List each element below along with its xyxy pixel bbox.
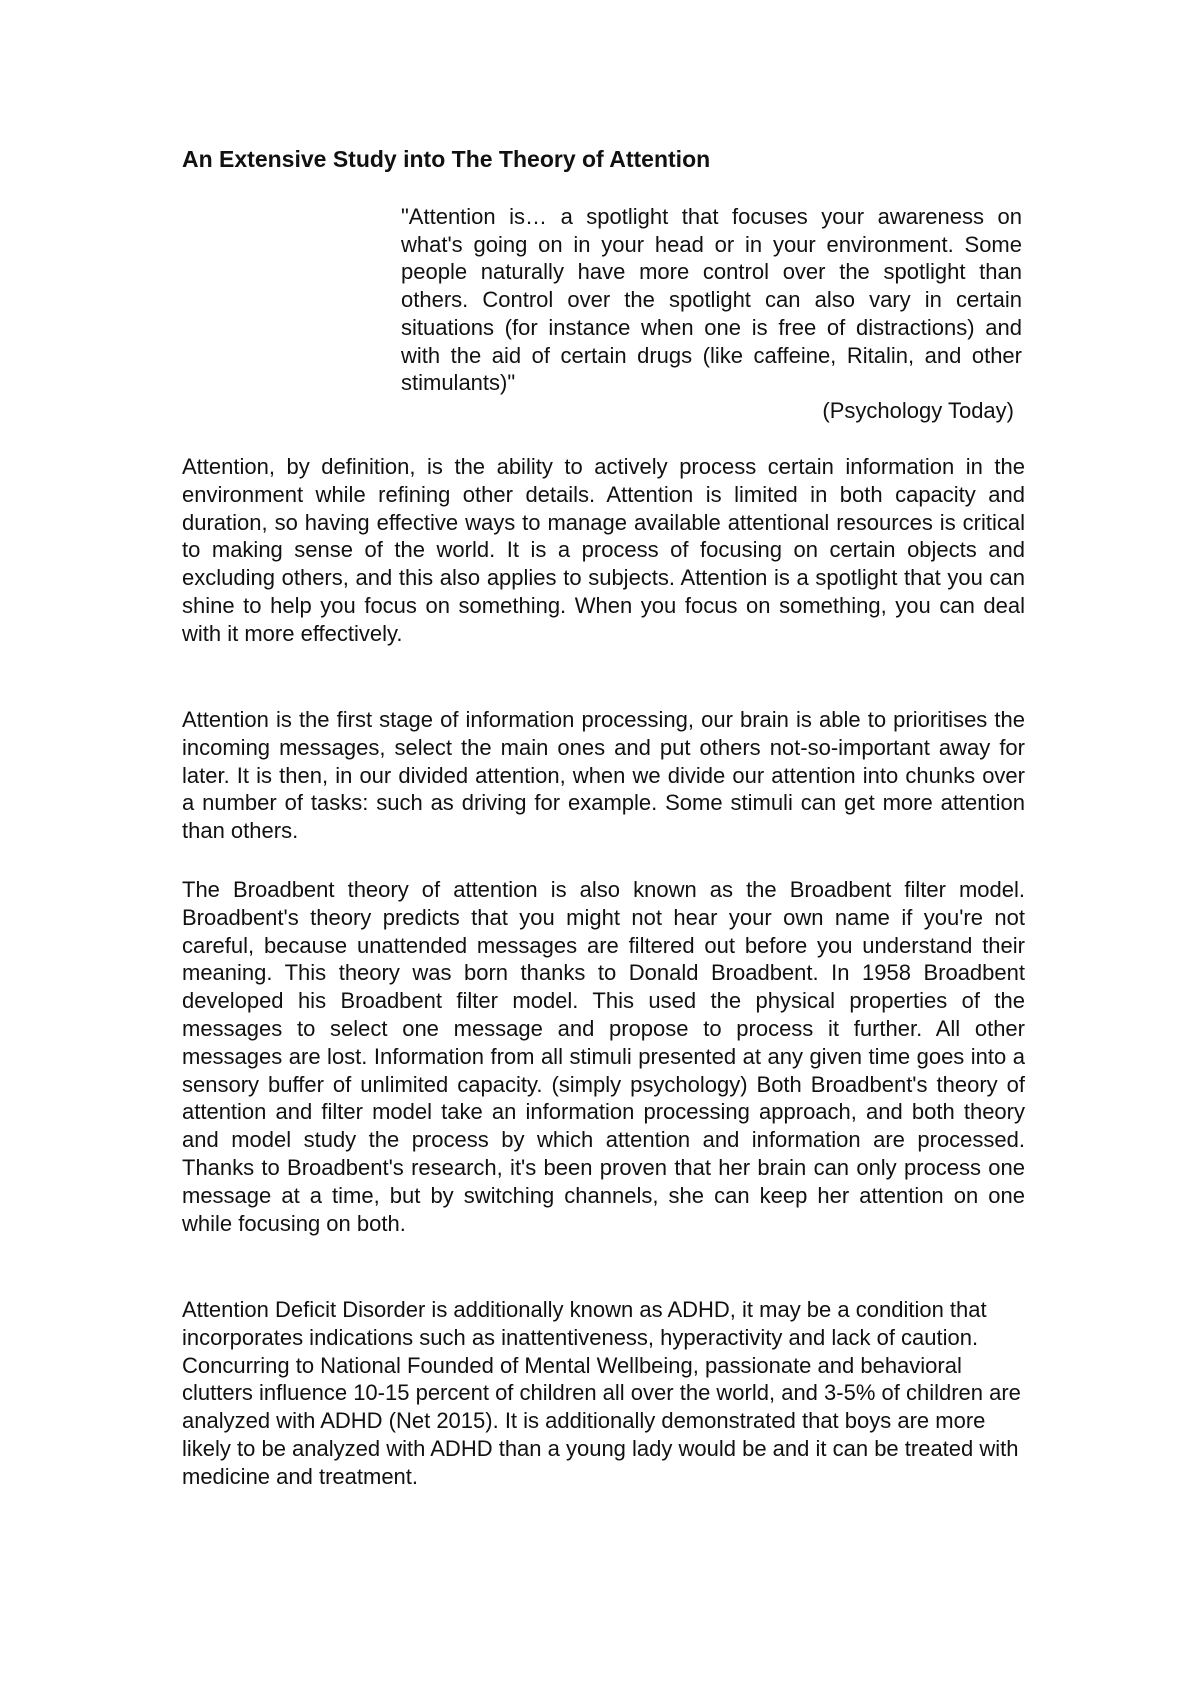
paragraph-broadbent-theory: The Broadbent theory of attention is also known as the Broadbent filter model. Broadbent's theory predicts that you might not hear your own name if you're not careful, because unattended messages are filtered out before you understand their meaning. This theory was born thanks to Donald Broadbent. In 1958 Broadbent developed his Broadbent filter model. This used the physical properties of the messages to select one message and propose to process it further. All other messages are lost. Information from all stimuli presented at any given time goes into a sensory buffer of unlimited capacity. (simply psychology) Both Broadbent's theory of attention and filter model take an information processing approach, and both theory and model study the process by which attention and information are processed. Thanks to Broadbent's research, it's been proven that her brain can only process one message at a time, but by switching channels, she can keep her attention on one while focusing on both. bbox=[182, 877, 1025, 1236]
epigraph-quote bbox=[401, 203, 1022, 425]
quote-text: "Attention is… a spotlight that focuses your awareness on what's going on in your head or in your environment. Some people naturally have more control over the spotlight than others. Control over the spotlight can also vary in certain situations (for instance when one is free of distractions) and with the aid of certain drugs (like caffeine, Ritalin, and other stimulants)" bbox=[401, 204, 1022, 396]
quote-source: (Psychology Today) bbox=[822, 397, 1014, 423]
paragraph-definition: Attention, by definition, is the ability to actively process certain information in the environment while refining other details. Attention is limited in both capacity and duration, so having effective ways to manage available attentional resources is critical to making sense of the world. It is a process of focusing on certain objects and excluding others, and this also applies to subjects. Attention is a spotlight that you can shine to help you focus on something. When you focus on something, you can deal with it more effectively. bbox=[182, 454, 1025, 646]
paragraph-information-processing: Attention is the first stage of information processing, our brain is able to prioritises the incoming messages, select the main ones and put others not-so-important away for later. It is then, in our divided attention, when we divide our attention into chunks over a number of tasks: such as driving for example. Some stimuli can get more attention than others. bbox=[182, 707, 1025, 844]
document-title: An Extensive Study into The Theory of Attention bbox=[182, 146, 711, 172]
paragraph-adhd: Attention Deficit Disorder is additionally known as ADHD, it may be a condition that incorporates indications such as inattentiveness, hyperactivity and lack of caution. Concurring to National Founded of Mental Wellbeing, passionate and behavioral clutters influence 10-15 percent of children all over the world, and 3-5% of children are analyzed with ADHD (Net 2015). It is additionally demonstrated that boys are more likely to be analyzed with ADHD than a young lady would be and it can be treated with medicine and treatment. bbox=[182, 1297, 1021, 1489]
